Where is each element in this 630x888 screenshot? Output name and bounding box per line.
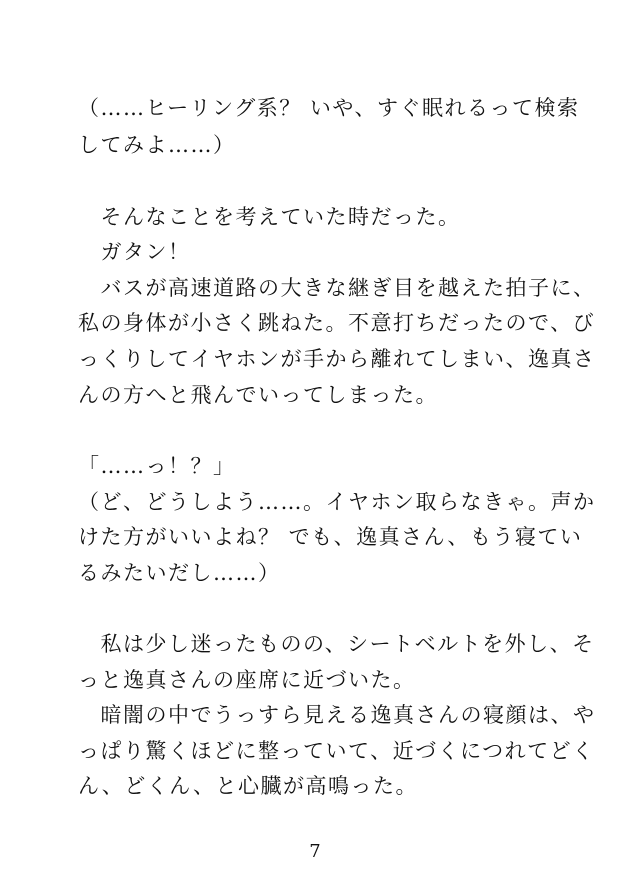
text-line: 暗闇の中でうっすら見える逸真さんの寝顔は、や (78, 703, 596, 727)
text-line: っと逸真さんの座席に近づいた。 (78, 668, 416, 692)
text-line: （……ヒーリング系？ いや、すぐ眠れるって検索 (78, 96, 580, 120)
text-line: っぱり驚くほどに整っていて、近づくにつれてどく (78, 739, 595, 763)
text-line: バスが高速道路の大きな継ぎ目を越えた拍子に、 (78, 276, 596, 300)
text-line: 「……っ！？」 (78, 454, 236, 478)
text-line: けた方がいいよね？ でも、逸真さん、もう寝てい (78, 525, 583, 549)
text-line: っくりしてイヤホンが手から離れてしまい、逸真さ (78, 347, 596, 371)
text-line: んの方へと飛んでいってしまった。 (78, 383, 438, 407)
text-line: るみたいだし……） (78, 561, 281, 585)
text-line: してみよ……） (78, 133, 236, 157)
text-line: ん、どくん、と心臓が高鳴った。 (78, 774, 419, 798)
text-line: 私は少し迷ったものの、シートベルトを外し、そ (78, 632, 595, 656)
page-number: 7 (309, 841, 321, 862)
text-line: そんなことを考えていた時だった。 (78, 205, 461, 229)
text-line: ガタン！ (78, 240, 191, 264)
text-line: 私の身体が小さく跳ねた。不意打ちだったので、び (78, 311, 596, 335)
text-line: （ど、どうしよう……。イヤホン取らなきゃ。声か (78, 490, 596, 514)
